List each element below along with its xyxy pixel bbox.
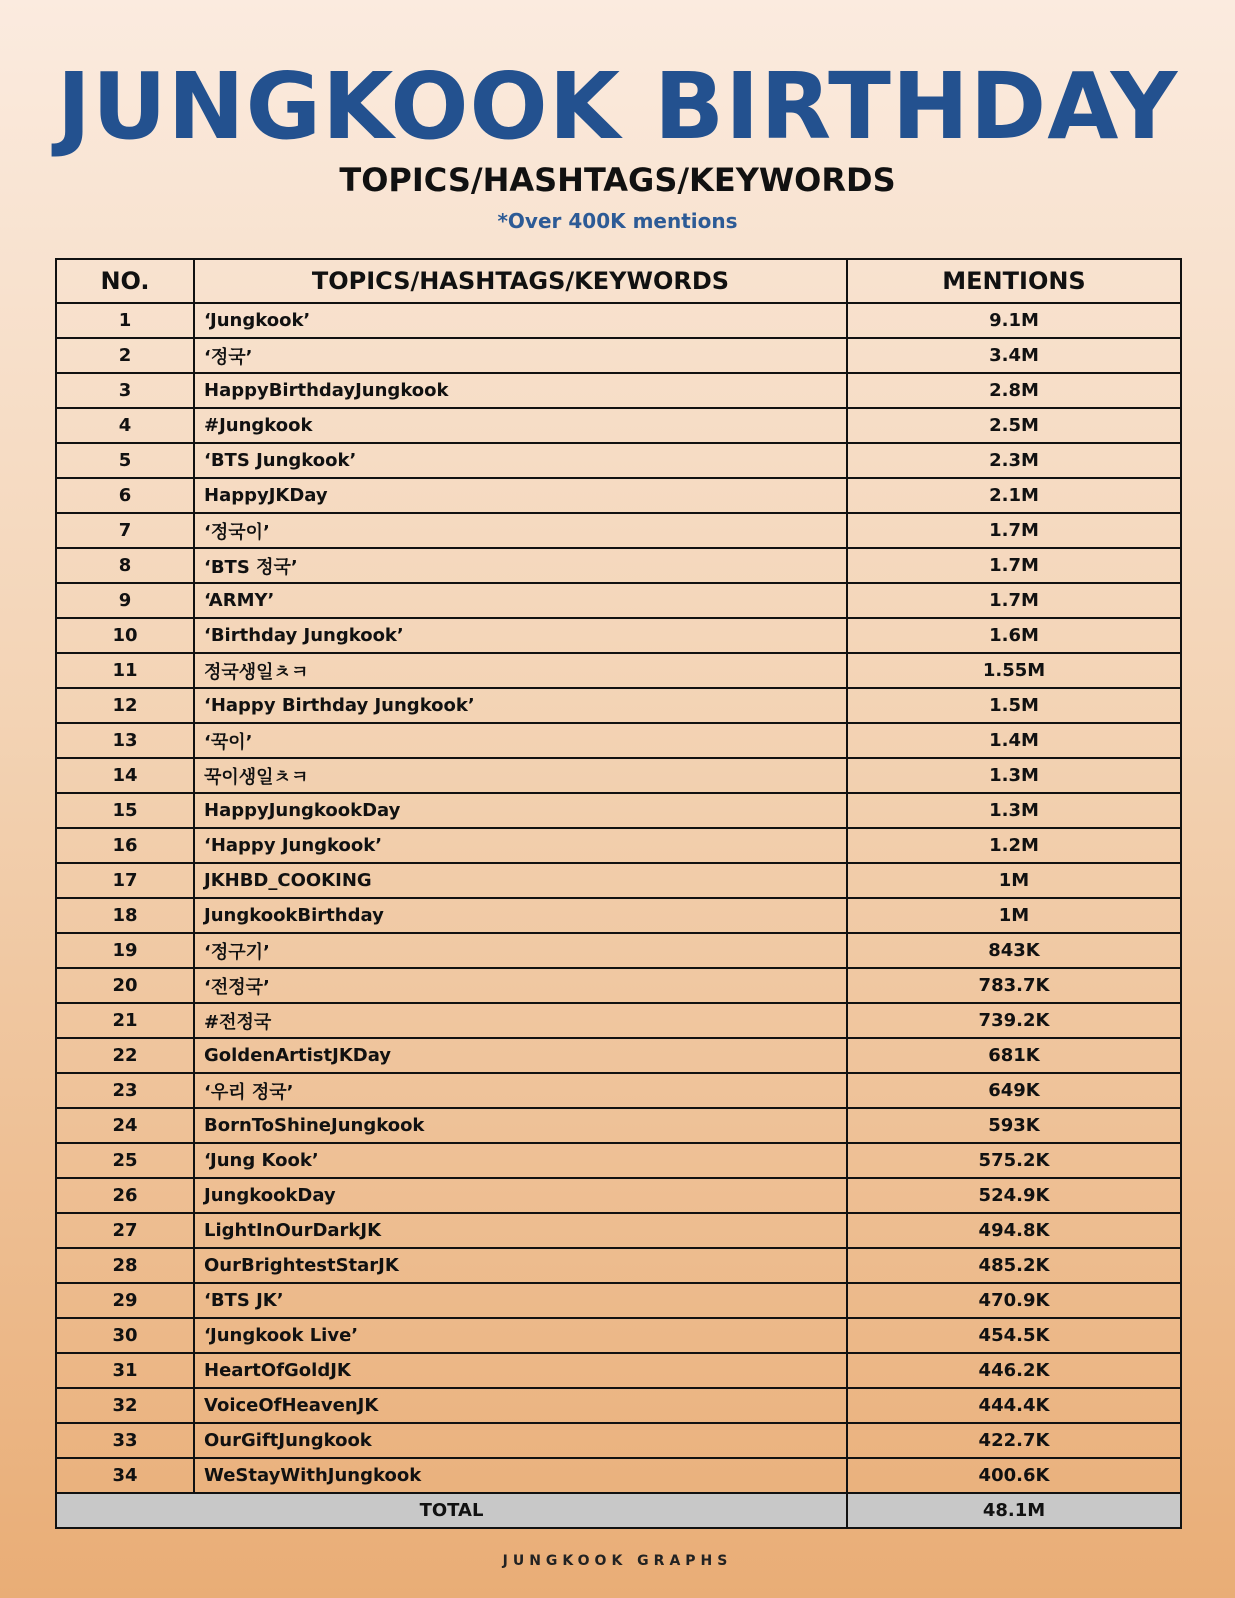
- row-topic: JungkookDay: [194, 1178, 847, 1213]
- row-mentions: 400.6K: [847, 1458, 1181, 1493]
- row-topic: #Jungkook: [194, 408, 847, 443]
- row-number: 7: [56, 513, 194, 548]
- row-mentions: 783.7K: [847, 968, 1181, 1003]
- row-number: 8: [56, 548, 194, 583]
- row-topic: HappyBirthdayJungkook: [194, 373, 847, 408]
- table-row: [56, 863, 1181, 898]
- table-row: [56, 1003, 1181, 1038]
- row-mentions: 1.55M: [847, 653, 1181, 688]
- row-topic: ‘정구기’: [194, 933, 847, 968]
- table-row: [56, 373, 1181, 408]
- row-number: 30: [56, 1318, 194, 1353]
- table-row: [56, 898, 1181, 933]
- total-label: TOTAL: [56, 1493, 847, 1528]
- row-mentions: 1.4M: [847, 723, 1181, 758]
- row-mentions: 739.2K: [847, 1003, 1181, 1038]
- row-number: 11: [56, 653, 194, 688]
- row-number: 32: [56, 1388, 194, 1423]
- row-topic: ‘BTS JK’: [194, 1283, 847, 1318]
- table-row: [56, 1038, 1181, 1073]
- row-mentions: 2.1M: [847, 478, 1181, 513]
- row-topic: ‘BTS Jungkook’: [194, 443, 847, 478]
- row-mentions: 681K: [847, 1038, 1181, 1073]
- table-row: [56, 1143, 1181, 1178]
- row-number: 6: [56, 478, 194, 513]
- row-topic: OurBrightestStarJK: [194, 1248, 847, 1283]
- row-mentions: 454.5K: [847, 1318, 1181, 1353]
- row-number: 25: [56, 1143, 194, 1178]
- row-mentions: 1.5M: [847, 688, 1181, 723]
- table-row: [56, 828, 1181, 863]
- table-row: [56, 1073, 1181, 1108]
- table-row: [56, 1108, 1181, 1143]
- row-number: 18: [56, 898, 194, 933]
- row-topic: GoldenArtistJKDay: [194, 1038, 847, 1073]
- row-number: 13: [56, 723, 194, 758]
- table-row: [56, 618, 1181, 653]
- mentions-table: [55, 258, 1182, 1529]
- footer-credit: JUNGKOOK GRAPHS: [502, 1553, 733, 1569]
- column-header-mentions: MENTIONS: [847, 259, 1181, 303]
- page-title: JUNGKOOK BIRTHDAY: [56, 53, 1179, 160]
- row-mentions: 9.1M: [847, 303, 1181, 338]
- row-mentions: 470.9K: [847, 1283, 1181, 1318]
- table-row: [56, 793, 1181, 828]
- table-row: [56, 513, 1181, 548]
- row-mentions: 1.7M: [847, 513, 1181, 548]
- row-topic: ‘꾹이’: [194, 723, 847, 758]
- row-number: 17: [56, 863, 194, 898]
- table-row: [56, 1213, 1181, 1248]
- table-row: [56, 968, 1181, 1003]
- row-number: 16: [56, 828, 194, 863]
- table-row: [56, 1388, 1181, 1423]
- row-number: 15: [56, 793, 194, 828]
- row-number: 26: [56, 1178, 194, 1213]
- row-number: 5: [56, 443, 194, 478]
- table-row: [56, 758, 1181, 793]
- row-number: 3: [56, 373, 194, 408]
- row-topic: ‘Happy Jungkook’: [194, 828, 847, 863]
- row-topic: ‘Birthday Jungkook’: [194, 618, 847, 653]
- row-topic: HeartOfGoldJK: [194, 1353, 847, 1388]
- row-number: 31: [56, 1353, 194, 1388]
- row-mentions: 3.4M: [847, 338, 1181, 373]
- row-number: 23: [56, 1073, 194, 1108]
- row-topic: 꾹이생일ㅊㅋ: [194, 758, 847, 793]
- row-mentions: 2.8M: [847, 373, 1181, 408]
- total-value: 48.1M: [847, 1493, 1181, 1528]
- page-subtitle: TOPICS/HASHTAGS/KEYWORDS: [339, 161, 896, 199]
- row-mentions: 1M: [847, 898, 1181, 933]
- table-row: [56, 1178, 1181, 1213]
- row-mentions: 1.6M: [847, 618, 1181, 653]
- row-mentions: 1.7M: [847, 548, 1181, 583]
- row-mentions: 446.2K: [847, 1353, 1181, 1388]
- table-row: [56, 443, 1181, 478]
- row-mentions: 1.3M: [847, 758, 1181, 793]
- column-header-topics: TOPICS/HASHTAGS/KEYWORDS: [194, 259, 847, 303]
- row-number: 12: [56, 688, 194, 723]
- row-number: 20: [56, 968, 194, 1003]
- row-topic: ‘Happy Birthday Jungkook’: [194, 688, 847, 723]
- row-topic: ‘정국이’: [194, 513, 847, 548]
- row-mentions: 593K: [847, 1108, 1181, 1143]
- row-number: 10: [56, 618, 194, 653]
- row-mentions: 649K: [847, 1073, 1181, 1108]
- row-mentions: 2.5M: [847, 408, 1181, 443]
- table-row: [56, 653, 1181, 688]
- row-topic: ‘정국’: [194, 338, 847, 373]
- table-row: [56, 583, 1181, 618]
- row-number: 1: [56, 303, 194, 338]
- row-number: 4: [56, 408, 194, 443]
- row-number: 33: [56, 1423, 194, 1458]
- row-mentions: 422.7K: [847, 1423, 1181, 1458]
- row-number: 27: [56, 1213, 194, 1248]
- table-row: [56, 1318, 1181, 1353]
- row-mentions: 843K: [847, 933, 1181, 968]
- row-number: 19: [56, 933, 194, 968]
- row-mentions: 1M: [847, 863, 1181, 898]
- row-topic: LightInOurDarkJK: [194, 1213, 847, 1248]
- table-row: [56, 408, 1181, 443]
- row-topic: WeStayWithJungkook: [194, 1458, 847, 1493]
- table-row: [56, 1458, 1181, 1493]
- row-mentions: 444.4K: [847, 1388, 1181, 1423]
- table-row: [56, 1283, 1181, 1318]
- row-topic: ‘Jung Kook’: [194, 1143, 847, 1178]
- row-mentions: 494.8K: [847, 1213, 1181, 1248]
- row-mentions: 1.3M: [847, 793, 1181, 828]
- row-topic: 정국생일ㅊㅋ: [194, 653, 847, 688]
- row-number: 21: [56, 1003, 194, 1038]
- row-topic: ‘Jungkook Live’: [194, 1318, 847, 1353]
- column-header-no: NO.: [56, 259, 194, 303]
- row-topic: ‘BTS 정국’: [194, 548, 847, 583]
- table-row: [56, 548, 1181, 583]
- row-topic: OurGiftJungkook: [194, 1423, 847, 1458]
- table-row: [56, 933, 1181, 968]
- table-row: [56, 1248, 1181, 1283]
- table-header-row: [56, 259, 1181, 303]
- row-number: 34: [56, 1458, 194, 1493]
- row-number: 29: [56, 1283, 194, 1318]
- row-number: 14: [56, 758, 194, 793]
- row-number: 22: [56, 1038, 194, 1073]
- table-row: [56, 1423, 1181, 1458]
- row-mentions: 524.9K: [847, 1178, 1181, 1213]
- table-body: [56, 303, 1181, 1493]
- row-topic: ‘ARMY’: [194, 583, 847, 618]
- row-mentions: 485.2K: [847, 1248, 1181, 1283]
- row-topic: BornToShineJungkook: [194, 1108, 847, 1143]
- row-topic: HappyJKDay: [194, 478, 847, 513]
- table-row: [56, 303, 1181, 338]
- row-mentions: 1.2M: [847, 828, 1181, 863]
- row-topic: ‘우리 정국’: [194, 1073, 847, 1108]
- row-number: 24: [56, 1108, 194, 1143]
- mentions-note: *Over 400K mentions: [497, 209, 738, 233]
- table-row: [56, 478, 1181, 513]
- row-topic: HappyJungkookDay: [194, 793, 847, 828]
- table-row: [56, 338, 1181, 373]
- row-topic: ‘전정국’: [194, 968, 847, 1003]
- table-row: [56, 723, 1181, 758]
- row-topic: JungkookBirthday: [194, 898, 847, 933]
- row-number: 2: [56, 338, 194, 373]
- row-number: 28: [56, 1248, 194, 1283]
- table-row: [56, 688, 1181, 723]
- row-topic: ‘Jungkook’: [194, 303, 847, 338]
- row-mentions: 1.7M: [847, 583, 1181, 618]
- total-row: [56, 1493, 1181, 1528]
- table-row: [56, 1353, 1181, 1388]
- row-mentions: 575.2K: [847, 1143, 1181, 1178]
- row-topic: VoiceOfHeavenJK: [194, 1388, 847, 1423]
- row-topic: #전정국: [194, 1003, 847, 1038]
- row-topic: JKHBD_COOKING: [194, 863, 847, 898]
- row-number: 9: [56, 583, 194, 618]
- row-mentions: 2.3M: [847, 443, 1181, 478]
